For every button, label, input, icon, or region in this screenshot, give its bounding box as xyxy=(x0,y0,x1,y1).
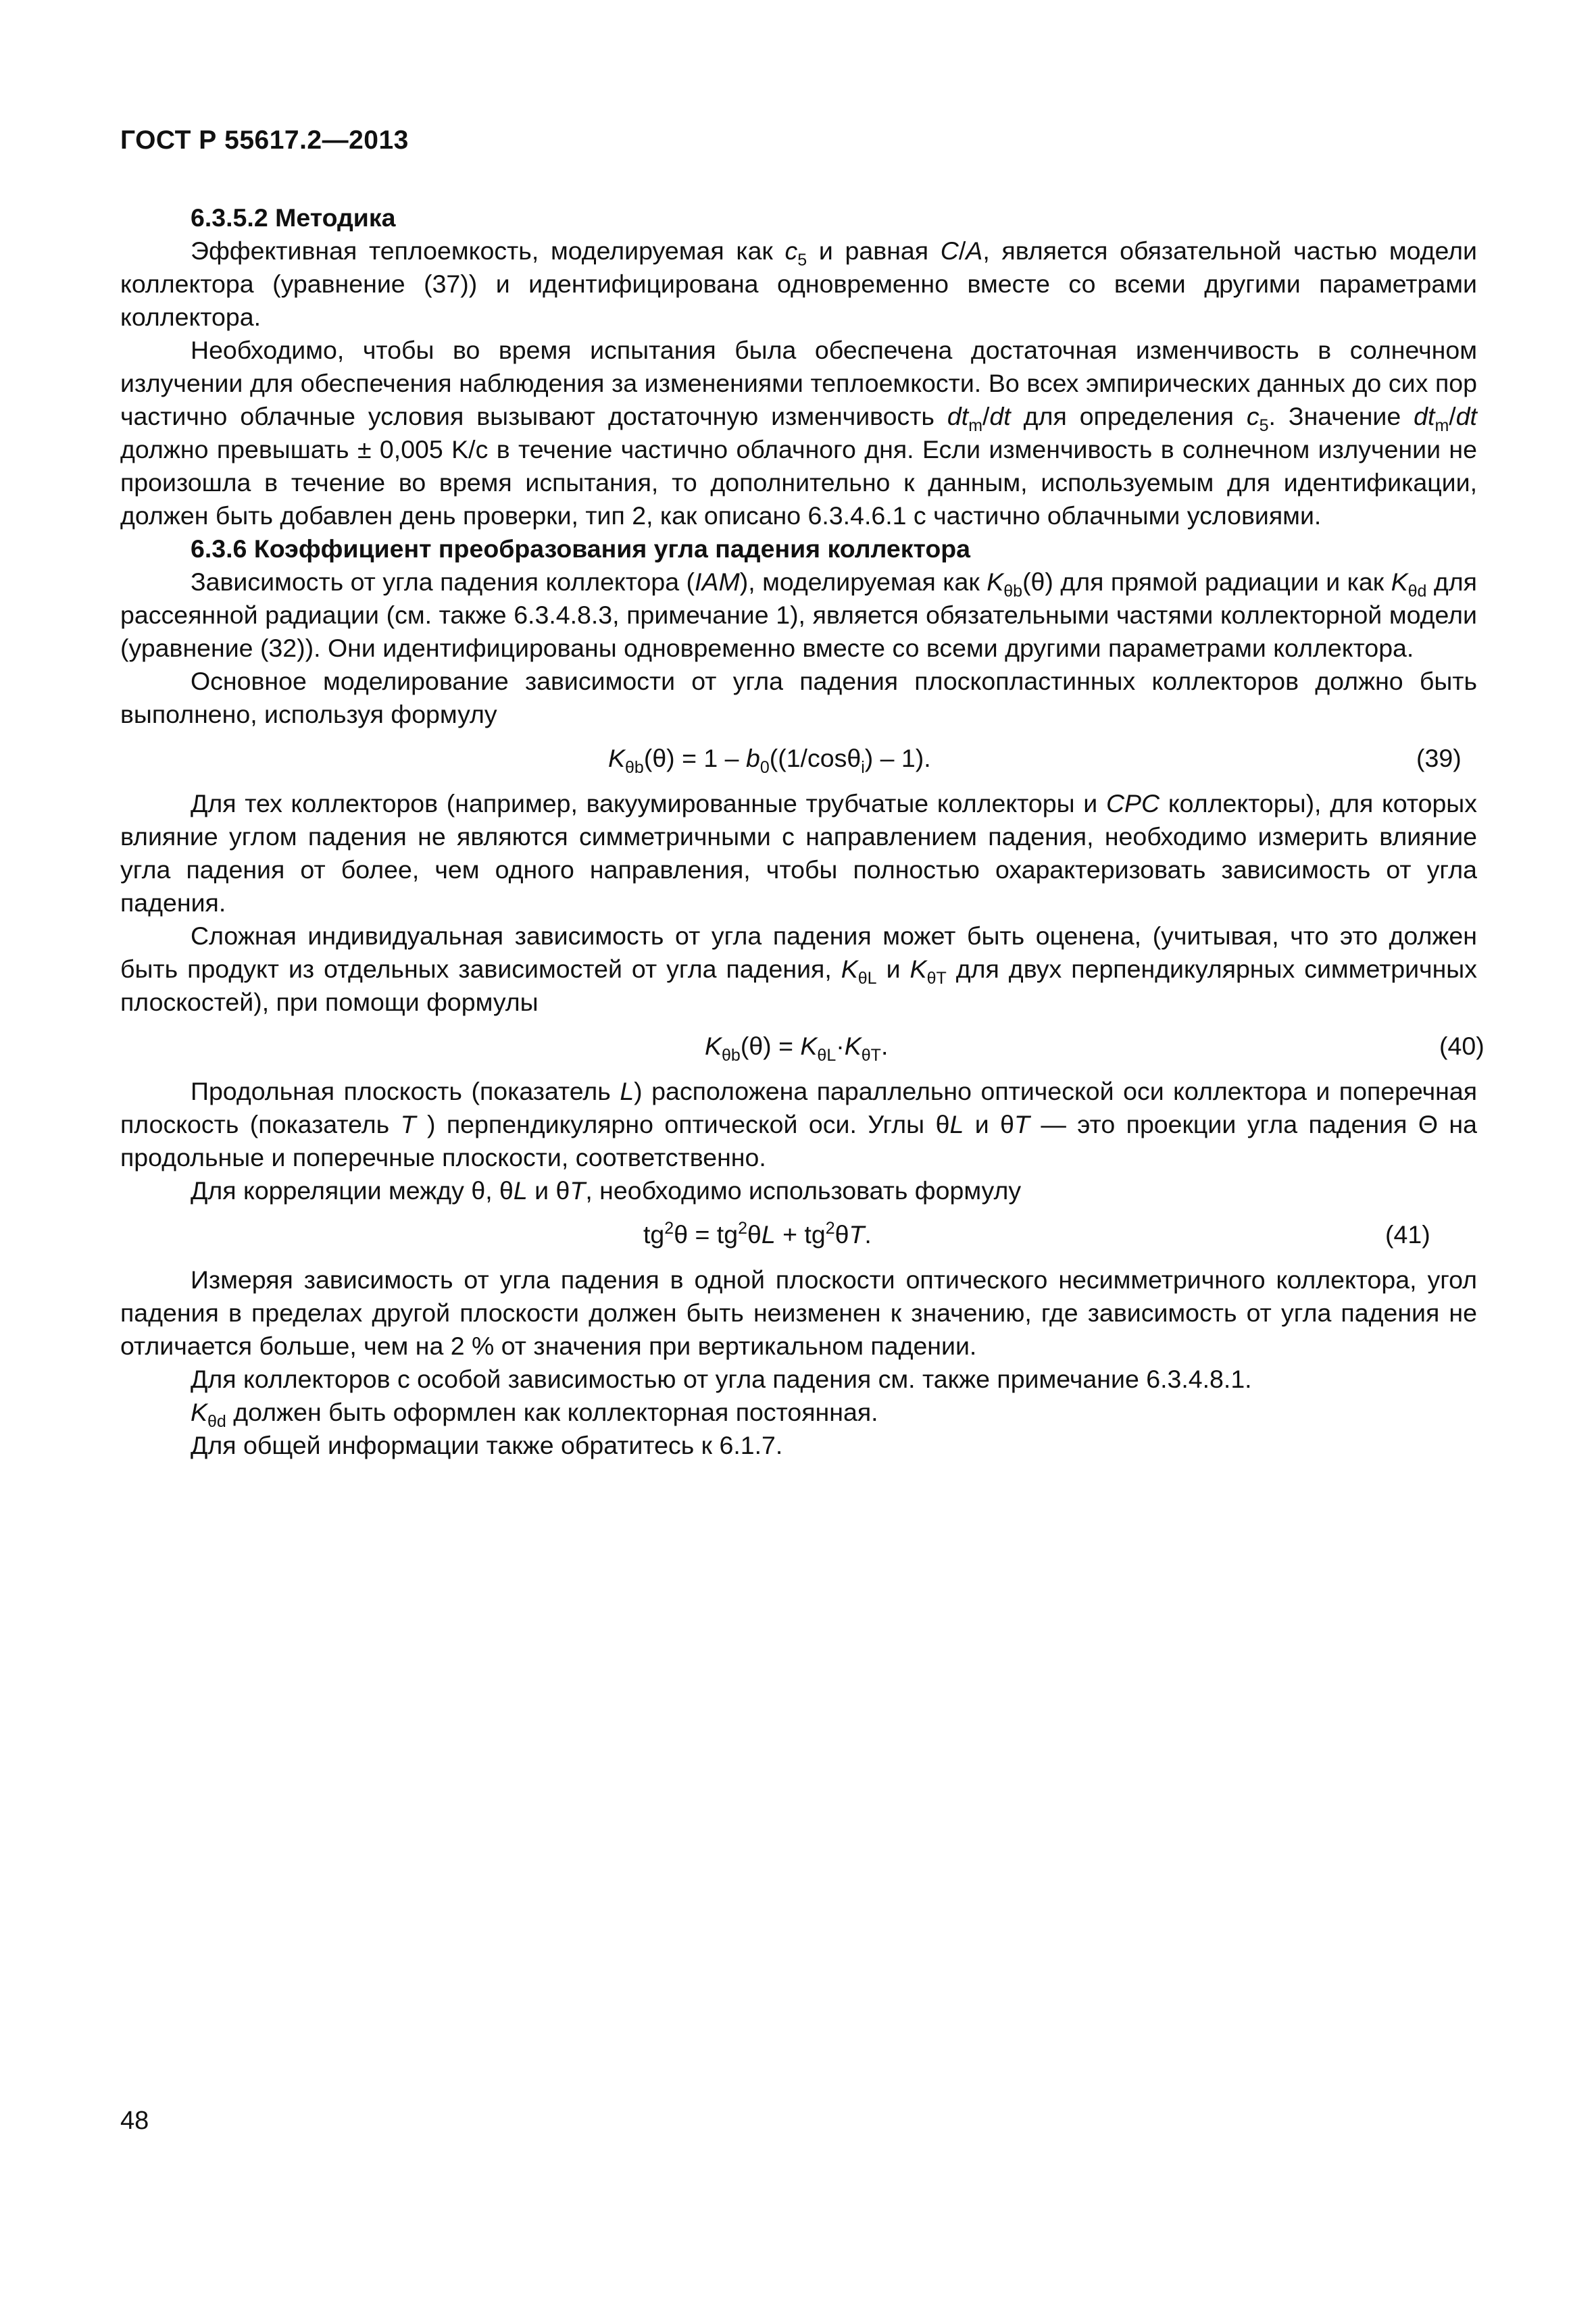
formula-40-expression: $K_{\theta b}(\theta) = K_{\theta L}\cdot K_{\theta T}$. xyxy=(705,1032,889,1065)
paragraph-asymmetric-collectors: Для тех коллекторов (например, вакуумированные трубчатые коллекторы и CPC коллекторы), для которых влияние углом падения не являются симметричными с направлением падения, необходимо измерить влияние угла падения от более, чем одного направления, чтобы полностью охарактеризовать зависимость от угла падения. xyxy=(120,789,1477,917)
document-code-header: ГОСТ Р 55617.2—2013 xyxy=(120,126,409,155)
section-heading-6-3-6: 6.3.6 Коэффициент преобразования угла падения коллектора xyxy=(191,534,971,563)
formula-39-expression: $K_{\theta b}(\theta) = 1 - b_0((1/\cos\theta_i) - 1)$. xyxy=(608,744,931,777)
paragraph-planes: Продольная плоскость (показатель L) расположена параллельно оптической оси коллектора и поперечная плоскость (показатель T ) перпендикулярно оптической оси. Углы θL и θT — это проекции угла падения Θ на продольные и поперечные плоскости, соответственно. xyxy=(120,1077,1478,1172)
paragraph-iam: Зависимость от угла падения коллектора (IAM), моделируемая как $K_{\theta b}(\theta)$ для прямой радиации и как $K_{\theta d}$ для рассеянной радиации (см. также 6.3.4.8.3, примечание 1), является обязательными частями коллекторной модели (уравнение (32)). Они идентифицированы одновременно вместе со всеми другими параметрами коллектора. xyxy=(120,568,1477,662)
paragraph-kd-constant: $K_{\theta d}$ должен быть оформлен как коллекторная постоянная. xyxy=(191,1398,878,1431)
formula-41 xyxy=(120,1218,1477,1251)
page-body xyxy=(120,201,1485,1462)
formula-40-number: (40) xyxy=(1439,1032,1485,1060)
formula-41-number: (41) xyxy=(1385,1220,1430,1249)
paragraph-basic-modeling: Основное моделирование зависимости от угла падения плоскопластинных коллекторов должно быть выполнено, используя формулу xyxy=(120,667,1477,728)
formula-39 xyxy=(120,742,1477,775)
paragraph-measuring: Измеряя зависимость от угла падения в одной плоскости оптического несимметричного коллектора, угол падения в пределах другой плоскости должен быть неизменен к значению, где зависимость от угла падения не отличается больше, чем на 2 % от значения при вертикальном падении. xyxy=(120,1265,1477,1360)
paragraph-special-collectors: Для коллекторов с особой зависимостью от угла падения см. также примечание 6.3.4.8.1. xyxy=(191,1365,1252,1393)
paragraph-heat-capacity: Эффективная теплоемкость, моделируемая как $c_5$ и равная C/A, является обязательной частью модели коллектора (уравнение (37)) и идентифицирована одновременно вместе со всеми другими параметрами коллектора. xyxy=(120,236,1477,331)
section-heading-6-3-5-2: 6.3.5.2 Методика xyxy=(191,203,396,232)
formula-39-number: (39) xyxy=(1416,744,1462,772)
formula-41-expression: $tg^2\theta = tg^2\theta L + tg^2\theta T$. xyxy=(643,1219,872,1249)
page-number: 48 xyxy=(120,2107,149,2135)
paragraph-variability: Необходимо, чтобы во время испытания была обеспечена достаточная изменчивость в солнечном излучении для обеспечения наблюдения за изменениями теплоемкости. Во всех эмпирических данных до сих пор частично облачные условия вызывают достаточную изменчивость $dt_m/dt$ для определения $c_5$. Значение $dt_m/dt$ должно превышать ± 0,005 K/с в течение частично облачного дня. Если изменчивость в солнечном излучении не произошла в течение во время испытания, то дополнительно к данным, используемым для идентификации, должен быть добавлен день проверки, тип 2, как описано 6.3.4.6.1 с частично облачными условиями. xyxy=(120,336,1477,530)
paragraph-correlation: Для корреляции между θ, θL и θT, необходимо использовать формулу xyxy=(191,1176,1022,1205)
formula-40 xyxy=(120,1030,1485,1065)
paragraph-general-info: Для общей информации также обратитесь к 6.1.7. xyxy=(191,1431,783,1459)
paragraph-composite-dependence: Сложная индивидуальная зависимость от угла падения может быть оценена, (учитывая, что это должен быть продукт из отдельных зависимостей от угла падения, $K_{\theta L}$ и $K_{\theta T}$ для двух перпендикулярных симметричных плоскостей), при помощи формулы xyxy=(120,922,1478,1016)
